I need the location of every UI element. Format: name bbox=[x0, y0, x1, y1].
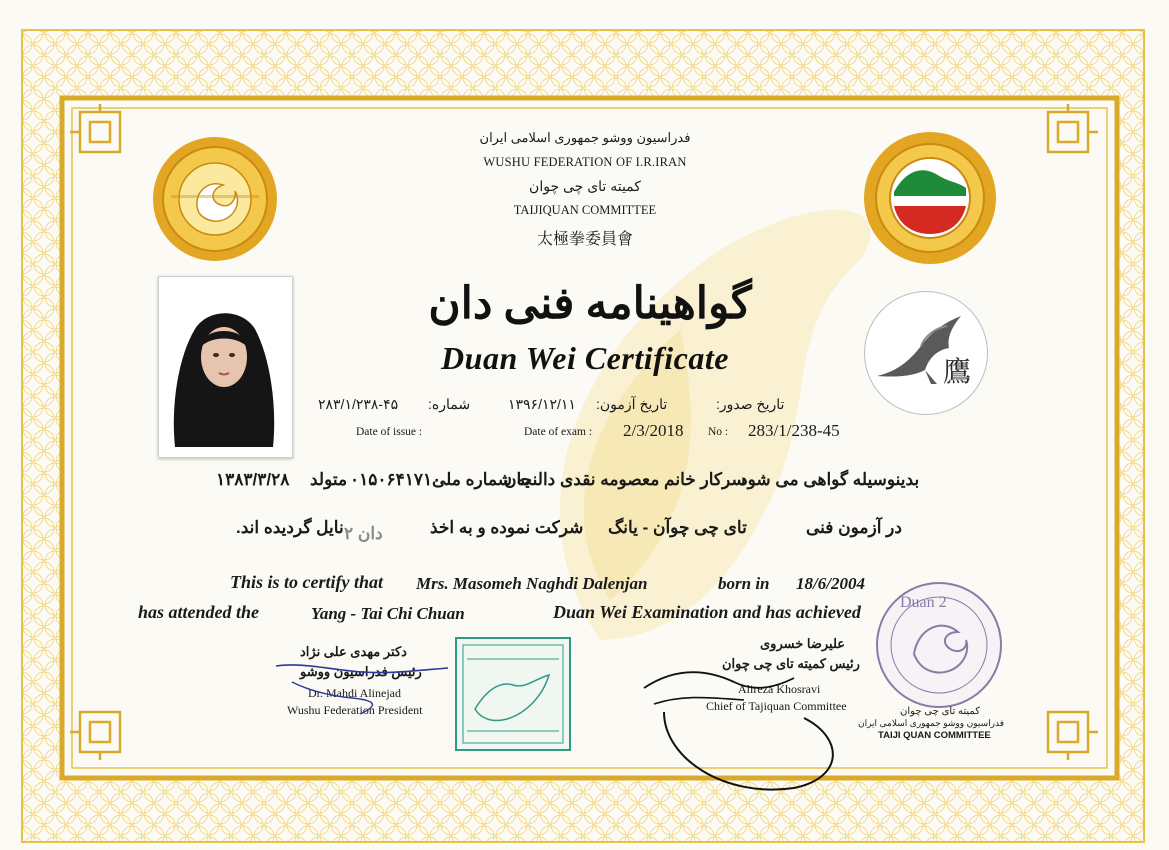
body-fa-duan: دان ۲ bbox=[344, 524, 383, 543]
left-signer-name-fa: دکتر مهدی علی نژاد bbox=[300, 644, 407, 659]
federation-name-en: WUSHU FEDERATION OF I.R.IRAN bbox=[483, 155, 687, 169]
holder-photo bbox=[158, 276, 293, 458]
number-label-en: No : bbox=[708, 426, 729, 438]
body-fa-end: نایل گردیده اند. bbox=[236, 518, 344, 537]
right-signer-name-fa: علیرضا خسروی bbox=[760, 636, 846, 651]
eagle-emblem bbox=[864, 291, 988, 415]
left-signer-title-en: Wushu Federation President bbox=[287, 703, 423, 717]
federation-name-fa: فدراسیون ووشو جمهوری اسلامی ایران bbox=[479, 130, 691, 145]
number-label-fa: شماره: bbox=[428, 396, 471, 412]
body-en-born-label: born in bbox=[718, 574, 770, 593]
duan-stamp bbox=[876, 582, 1002, 708]
exam-date-label-fa: تاریخ آزمون: bbox=[596, 396, 668, 412]
body-fa-id-label: به شماره ملی bbox=[432, 470, 531, 489]
eagle-character: 鷹 bbox=[943, 356, 972, 387]
body-en-name: Mrs. Masomeh Naghdi Dalenjan bbox=[416, 574, 648, 593]
left-signer-name-en: Dr. Mahdi Alinejad bbox=[308, 686, 401, 700]
right-signer-name-en: Alireza Khosravi bbox=[738, 682, 821, 696]
committee-name-en: TAIJIQUAN COMMITTEE bbox=[513, 203, 657, 217]
body-en-achieved: Duan Wei Examination and has achieved bbox=[553, 602, 861, 622]
body-fa-born-label: متولد bbox=[310, 470, 348, 489]
title-en: Duan Wei Certificate bbox=[441, 340, 729, 376]
exam-date-label-en: Date of exam : bbox=[524, 426, 593, 438]
number-en: 283/1/238-45 bbox=[748, 421, 840, 440]
stamp-en: TAIJI QUAN COMMITTEE bbox=[878, 730, 991, 741]
taijiquan-committee-seal bbox=[151, 135, 279, 263]
body-fa-style: تای چی چوآن - یانگ bbox=[608, 518, 747, 537]
body-fa-exam: در آزمون فنی bbox=[806, 518, 902, 537]
committee-name-fa: کمیته تای چی چوان bbox=[529, 178, 641, 194]
left-signer-title-fa: رئیس فدراسیون ووشو bbox=[300, 664, 422, 679]
body-fa-name: سرکار خانم معصومه نقدی دالنجان bbox=[504, 470, 746, 489]
issue-date-label-en: Date of issue : bbox=[356, 426, 423, 438]
stamp-fa-line2: فدراسیون ووشو جمهوری اسلامی ایران bbox=[857, 718, 1004, 728]
exam-date-en: 2/3/2018 bbox=[623, 421, 684, 440]
body-fa-born: ۱۳۸۳/۳/۲۸ bbox=[216, 470, 290, 489]
number-fa: ۲۸۳/۱/۲۳۸-۴۵ bbox=[318, 396, 399, 412]
stamp-fa-line1: کمیته تای چی چوان bbox=[900, 706, 980, 717]
body-en-style: Yang - Tai Chi Chuan bbox=[311, 604, 465, 623]
right-signature-scribble bbox=[634, 648, 844, 798]
body-fa-attended: شرکت نموده و به اخذ bbox=[430, 518, 584, 537]
duan-stamp-top: Duan 2 bbox=[900, 594, 947, 611]
body-fa-intro: بدینوسیله گواهی می شود bbox=[740, 470, 920, 489]
right-signer-title-en: Chief of Tajiquan Committee bbox=[706, 699, 847, 713]
federation-stamp bbox=[455, 637, 571, 751]
exam-date-fa: ۱۳۹۶/۱۲/۱۱ bbox=[508, 396, 576, 412]
body-en-certify: This is to certify that bbox=[230, 572, 383, 592]
wushu-federation-seal bbox=[862, 130, 998, 266]
left-signature-scribble bbox=[272, 642, 452, 722]
issue-date-label-fa: تاریخ صدور: bbox=[716, 396, 785, 412]
title-fa: گواهینامه فنی دان bbox=[428, 279, 752, 328]
committee-name-zh: 太極拳委員會 bbox=[536, 231, 633, 248]
body-en-attended: has attended the bbox=[138, 602, 260, 622]
body-en-born: 18/6/2004 bbox=[796, 574, 865, 593]
body-fa-id: ۰۱۵۰۶۴۱۷۱۰ bbox=[350, 470, 442, 489]
right-signer-title-fa: رئیس کمیته تای چی چوان bbox=[722, 656, 860, 671]
